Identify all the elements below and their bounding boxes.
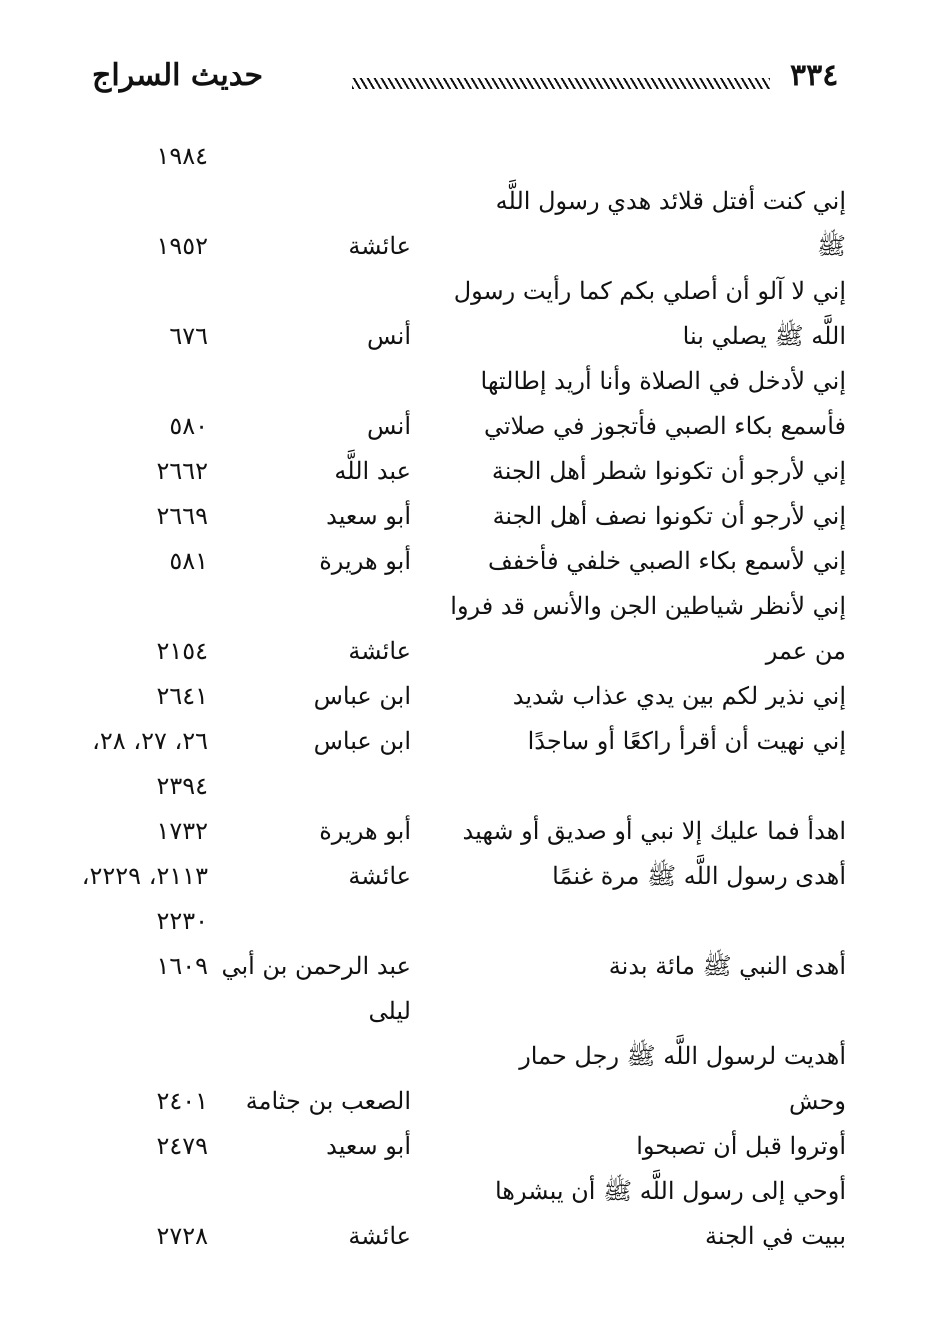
index-line xyxy=(0,136,938,180)
hadith-text: اللَّه ﷺ يصلي بنا xyxy=(682,322,846,350)
reference-number: ٢٢٣٠ xyxy=(156,907,208,935)
hadith-text: إني لا آلو أن أصلي بكم كما رأيت رسول xyxy=(453,277,846,305)
narrator: عائشة xyxy=(348,1222,411,1250)
reference-number: ٦٧٦ xyxy=(169,322,208,350)
narrator: الصعب بن جثامة xyxy=(245,1087,411,1115)
hadith-text: اهدأ فما عليك إلا نبي أو صديق أو شهيد xyxy=(462,817,846,845)
index-line xyxy=(0,541,938,585)
reference-number: ٢٦، ٢٧، ٢٨، xyxy=(92,727,208,755)
narrator: ابن عباس xyxy=(313,682,411,710)
hadith-text: وحش xyxy=(788,1087,846,1115)
index-line xyxy=(0,856,938,900)
reference-number: ٢٦٦٩ xyxy=(156,502,208,530)
hadith-text: إني نهيت أن أقرأ راكعًا أو ساجدًا xyxy=(527,727,846,755)
narrator: عبد اللَّه xyxy=(334,457,411,485)
index-line xyxy=(0,316,938,360)
index-line xyxy=(0,406,938,450)
hadith-text: إني لأرجو أن تكونوا نصف أهل الجنة xyxy=(492,502,846,530)
index-line xyxy=(0,811,938,855)
reference-number: ١٧٣٢ xyxy=(156,817,208,845)
index-line xyxy=(0,226,938,270)
hadith-text: أهدى النبي ﷺ مائة بدنة xyxy=(608,952,846,980)
narrator: عبد الرحمن بن أبي xyxy=(221,952,411,980)
index-line xyxy=(0,991,938,1035)
index-line xyxy=(0,901,938,945)
reference-number: ٢١١٣، ٢٢٢٩، xyxy=(81,862,208,890)
narrator: ابن عباس xyxy=(313,727,411,755)
narrator: أنس xyxy=(367,412,411,440)
index-line xyxy=(0,361,938,405)
reference-number: ٢٤٧٩ xyxy=(156,1132,208,1160)
index-line xyxy=(0,721,938,765)
hadith-text: فأسمع بكاء الصبي فأتجوز في صلاتي xyxy=(483,412,846,440)
narrator: أبو سعيد xyxy=(326,1132,411,1160)
hadith-text: أوحي إلى رسول اللَّه ﷺ أن يبشرها xyxy=(494,1177,846,1205)
index-line xyxy=(0,496,938,540)
index-line xyxy=(0,451,938,495)
hadith-text: ببيت في الجنة xyxy=(704,1222,846,1250)
index-line xyxy=(0,946,938,990)
hadith-text: أهدى رسول اللَّه ﷺ مرة غنمًا xyxy=(552,862,846,890)
reference-number: ١٩٥٢ xyxy=(156,232,208,260)
hadith-text: إني لأسمع بكاء الصبي خلفي فأخفف xyxy=(487,547,846,575)
narrator: عائشة xyxy=(348,232,411,260)
index-line xyxy=(0,1171,938,1215)
narrator: عائشة xyxy=(348,637,411,665)
reference-number: ٢٦٤١ xyxy=(156,682,208,710)
index-line xyxy=(0,1081,938,1125)
index-line xyxy=(0,766,938,810)
reference-number: ٥٨٠ xyxy=(169,412,208,440)
index-line xyxy=(0,676,938,720)
reference-number: ٢١٥٤ xyxy=(156,637,208,665)
index-line xyxy=(0,1126,938,1170)
reference-number: ٥٨١ xyxy=(169,547,208,575)
hadith-text: إني لأدخل في الصلاة وأنا أريد إطالتها xyxy=(480,367,846,395)
index-line xyxy=(0,1216,938,1260)
reference-number: ٢٣٩٤ xyxy=(156,772,208,800)
index-line xyxy=(0,586,938,630)
hadith-text: إني لأنظر شياطين الجن والأنس قد فروا xyxy=(450,592,846,620)
reference-number: ٢٧٢٨ xyxy=(156,1222,208,1250)
hadith-text: من عمر xyxy=(765,637,846,665)
book-title: حديث السراج xyxy=(92,58,264,93)
reference-number: ١٩٨٤ xyxy=(156,142,208,170)
narrator: عائشة xyxy=(348,862,411,890)
narrator: أبو هريرة xyxy=(319,547,411,575)
hadith-text: ﷺ xyxy=(817,232,846,260)
hadith-text: إني لأرجو أن تكونوا شطر أهل الجنة xyxy=(491,457,846,485)
hadith-text: أهديت لرسول اللَّه ﷺ رجل حمار xyxy=(519,1042,846,1070)
reference-number: ٢٦٦٢ xyxy=(156,457,208,485)
narrator: أنس xyxy=(367,322,411,350)
narrator: أبو سعيد xyxy=(326,502,411,530)
hadith-text: إني نذير لكم بين يدي عذاب شديد xyxy=(512,682,846,710)
index-line xyxy=(0,271,938,315)
hadith-text: إني كنت أفتل قلائد هدي رسول اللَّه xyxy=(495,187,846,215)
index-line xyxy=(0,181,938,225)
index-line xyxy=(0,1036,938,1080)
index-line xyxy=(0,631,938,675)
page-number: ٣٣٤ xyxy=(790,58,839,93)
narrator: ليلى xyxy=(368,997,411,1025)
reference-number: ١٦٠٩ xyxy=(156,952,208,980)
hadith-text: أوتروا قبل أن تصبحوا xyxy=(636,1132,846,1160)
narrator: أبو هريرة xyxy=(319,817,411,845)
reference-number: ٢٤٠١ xyxy=(156,1087,208,1115)
